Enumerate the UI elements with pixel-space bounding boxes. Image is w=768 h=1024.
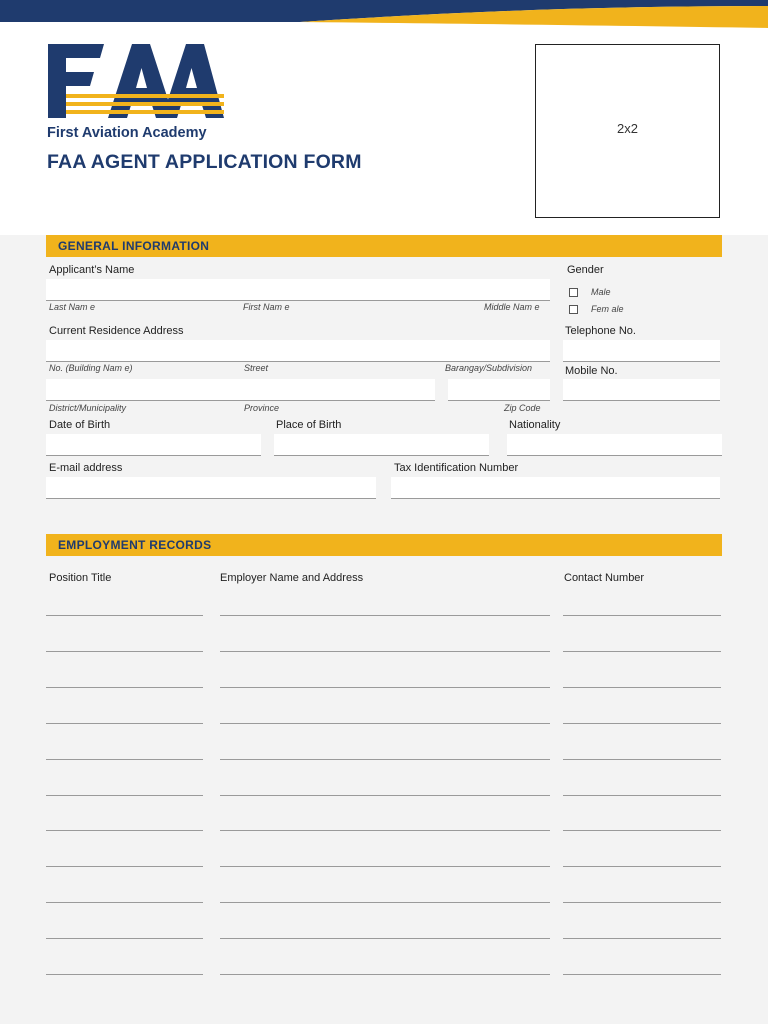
general-information-bar: [46, 235, 722, 257]
contact-number-line[interactable]: [563, 651, 721, 652]
contact-number-line[interactable]: [563, 759, 721, 760]
dob-field[interactable]: [46, 434, 261, 456]
address-line1-field[interactable]: [46, 340, 550, 362]
employer-line[interactable]: [220, 938, 550, 939]
telephone-field[interactable]: [563, 340, 720, 362]
email-field[interactable]: [46, 477, 376, 499]
male-option-label: Male: [591, 287, 611, 297]
employer-line[interactable]: [220, 759, 550, 760]
contact-number-line[interactable]: [563, 902, 721, 903]
dob-label: Date of Birth: [49, 419, 111, 431]
position-title-line[interactable]: [46, 651, 203, 652]
telephone-label: Telephone No.: [565, 325, 636, 337]
photo-box[interactable]: [535, 44, 720, 218]
position-title-line[interactable]: [46, 830, 203, 831]
last-name-sublabel: Last Nam e: [49, 302, 96, 312]
address-line2-field[interactable]: [46, 379, 435, 401]
contact-number-line[interactable]: [563, 830, 721, 831]
position-title-line[interactable]: [46, 866, 203, 867]
nationality-label: Nationality: [509, 419, 561, 431]
female-option-label: Fem ale: [591, 304, 624, 314]
contact-number-line[interactable]: [563, 723, 721, 724]
position-title-line[interactable]: [46, 723, 203, 724]
position-title-line[interactable]: [46, 615, 203, 616]
section-title: GENERAL INFORMATION: [58, 239, 210, 253]
contact-number-line[interactable]: [563, 795, 721, 796]
middle-name-sublabel: Middle Nam e: [484, 302, 540, 312]
employer-line[interactable]: [220, 723, 550, 724]
form-title: FAA AGENT APPLICATION FORM: [47, 151, 362, 173]
applicant-name-label: Applicant’s Name: [49, 264, 135, 276]
photo-label: 2x2: [617, 121, 638, 136]
position-title-line[interactable]: [46, 795, 203, 796]
contact-number-line[interactable]: [563, 866, 721, 867]
position-title-line[interactable]: [46, 687, 203, 688]
section-title: EMPLOYMENT RECORDS: [58, 538, 212, 552]
contact-number-line[interactable]: [563, 974, 721, 975]
email-label: E-mail address: [49, 462, 123, 474]
contact-number-line[interactable]: [563, 615, 721, 616]
position-title-line[interactable]: [46, 974, 203, 975]
street-sublabel: Street: [244, 363, 269, 373]
employer-line[interactable]: [220, 651, 550, 652]
building-sublabel: No. (Building Nam e): [49, 363, 133, 373]
zip-code-field[interactable]: [448, 379, 550, 401]
mobile-field[interactable]: [563, 379, 720, 401]
gender-label: Gender: [567, 264, 604, 276]
position-title-line[interactable]: [46, 759, 203, 760]
academy-name: First Aviation Academy: [47, 125, 207, 141]
tin-field[interactable]: [391, 477, 720, 499]
employer-line[interactable]: [220, 866, 550, 867]
district-sublabel: District/Municipality: [49, 403, 127, 413]
contact-number-header: Contact Number: [564, 572, 645, 584]
contact-number-line[interactable]: [563, 687, 721, 688]
address-label: Current Residence Address: [49, 325, 184, 337]
header-banner: [0, 0, 768, 30]
employer-line[interactable]: [220, 795, 550, 796]
tin-label: Tax Identification Number: [394, 462, 519, 474]
mobile-label: Mobile No.: [565, 365, 618, 377]
position-title-line[interactable]: [46, 902, 203, 903]
female-checkbox[interactable]: [569, 305, 578, 314]
employer-line[interactable]: [220, 615, 550, 616]
male-checkbox[interactable]: [569, 288, 578, 297]
nationality-field[interactable]: [507, 434, 722, 456]
employer-line[interactable]: [220, 902, 550, 903]
position-title-line[interactable]: [46, 938, 203, 939]
barangay-sublabel: Barangay/Subdivision: [445, 363, 533, 373]
contact-number-line[interactable]: [563, 938, 721, 939]
province-sublabel: Province: [244, 403, 280, 413]
pob-label: Place of Birth: [276, 419, 342, 431]
employment-records-bar: [46, 534, 722, 556]
applicant-name-field[interactable]: [46, 279, 550, 301]
employer-line[interactable]: [220, 974, 550, 975]
first-name-sublabel: First Nam e: [243, 302, 290, 312]
pob-field[interactable]: [274, 434, 489, 456]
zip-code-sublabel: Zip Code: [504, 403, 541, 413]
employer-line[interactable]: [220, 687, 550, 688]
position-title-header: Position Title: [49, 572, 112, 584]
employer-header: Employer Name and Address: [220, 572, 364, 584]
employer-line[interactable]: [220, 830, 550, 831]
